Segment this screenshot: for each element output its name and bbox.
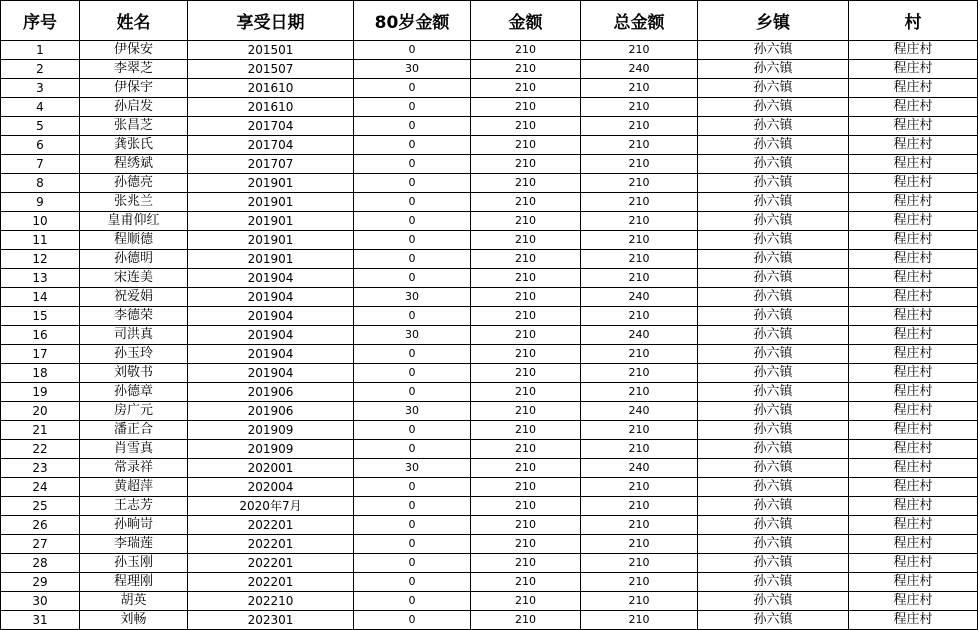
cell-village: 程庄村 (849, 136, 978, 155)
table-row (1, 535, 978, 554)
table-row (1, 592, 978, 611)
cell-total: 210 (581, 155, 698, 174)
cell-date: 201906 (188, 383, 354, 402)
cell-amount: 210 (471, 250, 581, 269)
cell-village: 程庄村 (849, 459, 978, 478)
cell-index: 12 (1, 250, 80, 269)
cell-index: 30 (1, 592, 80, 611)
cell-amount: 210 (471, 326, 581, 345)
cell-name: 孙晌岢 (80, 516, 188, 535)
cell-town: 孙六镇 (698, 535, 849, 554)
cell-index: 22 (1, 440, 80, 459)
table-row (1, 573, 978, 592)
cell-town: 孙六镇 (698, 440, 849, 459)
header-index: 序号 (1, 1, 80, 41)
cell-date: 201904 (188, 307, 354, 326)
cell-80-amount: 0 (354, 421, 471, 440)
cell-total: 210 (581, 421, 698, 440)
cell-index: 5 (1, 117, 80, 136)
cell-date: 201906 (188, 402, 354, 421)
table-row (1, 554, 978, 573)
cell-80-amount: 0 (354, 193, 471, 212)
cell-80-amount: 0 (354, 440, 471, 459)
cell-amount: 210 (471, 174, 581, 193)
cell-village: 程庄村 (849, 497, 978, 516)
cell-town: 孙六镇 (698, 516, 849, 535)
cell-date: 201904 (188, 345, 354, 364)
header-town: 乡镇 (698, 1, 849, 41)
cell-village: 程庄村 (849, 592, 978, 611)
cell-total: 210 (581, 592, 698, 611)
cell-date: 201909 (188, 440, 354, 459)
cell-date: 202201 (188, 554, 354, 573)
cell-town: 孙六镇 (698, 117, 849, 136)
cell-village: 程庄村 (849, 250, 978, 269)
cell-name: 程顺德 (80, 231, 188, 250)
cell-town: 孙六镇 (698, 554, 849, 573)
table-row (1, 497, 978, 516)
cell-name: 常录祥 (80, 459, 188, 478)
cell-name: 宋连美 (80, 269, 188, 288)
cell-town: 孙六镇 (698, 79, 849, 98)
cell-amount: 210 (471, 440, 581, 459)
cell-name: 孙德亮 (80, 174, 188, 193)
cell-total: 210 (581, 79, 698, 98)
table-row (1, 478, 978, 497)
cell-index: 20 (1, 402, 80, 421)
cell-town: 孙六镇 (698, 592, 849, 611)
cell-80-amount: 0 (354, 307, 471, 326)
cell-index: 19 (1, 383, 80, 402)
cell-total: 210 (581, 193, 698, 212)
cell-amount: 210 (471, 117, 581, 136)
table-row (1, 231, 978, 250)
cell-name: 张昌芝 (80, 117, 188, 136)
cell-village: 程庄村 (849, 174, 978, 193)
cell-town: 孙六镇 (698, 478, 849, 497)
cell-town: 孙六镇 (698, 136, 849, 155)
cell-amount: 210 (471, 611, 581, 630)
cell-amount: 210 (471, 136, 581, 155)
cell-village: 程庄村 (849, 440, 978, 459)
cell-name: 孙玉刚 (80, 554, 188, 573)
table-row (1, 193, 978, 212)
cell-total: 210 (581, 136, 698, 155)
cell-amount: 210 (471, 98, 581, 117)
cell-date: 201901 (188, 250, 354, 269)
cell-index: 28 (1, 554, 80, 573)
cell-village: 程庄村 (849, 554, 978, 573)
cell-total: 210 (581, 117, 698, 136)
table-row (1, 345, 978, 364)
cell-name: 王志芳 (80, 497, 188, 516)
cell-name: 伊保安 (80, 41, 188, 60)
table-row (1, 326, 978, 345)
cell-total: 210 (581, 611, 698, 630)
table-row (1, 516, 978, 535)
cell-80-amount: 0 (354, 41, 471, 60)
cell-date: 202201 (188, 516, 354, 535)
cell-town: 孙六镇 (698, 307, 849, 326)
table-row (1, 136, 978, 155)
table-row (1, 250, 978, 269)
cell-name: 司洪真 (80, 326, 188, 345)
cell-date: 201704 (188, 136, 354, 155)
cell-town: 孙六镇 (698, 611, 849, 630)
cell-town: 孙六镇 (698, 212, 849, 231)
cell-name: 刘畅 (80, 611, 188, 630)
header-date: 享受日期 (188, 1, 354, 41)
cell-80-amount: 30 (354, 60, 471, 79)
cell-name: 刘敬书 (80, 364, 188, 383)
table-row (1, 402, 978, 421)
header-amount: 金额 (471, 1, 581, 41)
cell-80-amount: 0 (354, 554, 471, 573)
cell-village: 程庄村 (849, 231, 978, 250)
cell-80-amount: 30 (354, 288, 471, 307)
table-row (1, 79, 978, 98)
cell-index: 15 (1, 307, 80, 326)
cell-date: 201904 (188, 326, 354, 345)
cell-village: 程庄村 (849, 326, 978, 345)
cell-village: 程庄村 (849, 516, 978, 535)
cell-total: 210 (581, 174, 698, 193)
cell-total: 210 (581, 345, 698, 364)
cell-name: 程绣斌 (80, 155, 188, 174)
cell-amount: 210 (471, 535, 581, 554)
table-row (1, 383, 978, 402)
cell-village: 程庄村 (849, 60, 978, 79)
table-row (1, 212, 978, 231)
cell-town: 孙六镇 (698, 288, 849, 307)
cell-date: 201610 (188, 98, 354, 117)
cell-name: 祝爱娟 (80, 288, 188, 307)
cell-village: 程庄村 (849, 535, 978, 554)
cell-80-amount: 0 (354, 98, 471, 117)
cell-total: 240 (581, 60, 698, 79)
cell-total: 210 (581, 440, 698, 459)
cell-town: 孙六镇 (698, 364, 849, 383)
header-row (1, 1, 978, 41)
cell-80-amount: 0 (354, 497, 471, 516)
cell-village: 程庄村 (849, 573, 978, 592)
cell-date: 201901 (188, 231, 354, 250)
header-total: 总金额 (581, 1, 698, 41)
cell-total: 210 (581, 535, 698, 554)
cell-80-amount: 30 (354, 459, 471, 478)
cell-index: 29 (1, 573, 80, 592)
cell-village: 程庄村 (849, 155, 978, 174)
cell-total: 210 (581, 250, 698, 269)
cell-date: 201909 (188, 421, 354, 440)
cell-80-amount: 0 (354, 364, 471, 383)
cell-amount: 210 (471, 155, 581, 174)
table-row (1, 117, 978, 136)
cell-name: 李翠芝 (80, 60, 188, 79)
cell-80-amount: 0 (354, 516, 471, 535)
cell-total: 210 (581, 364, 698, 383)
table-row (1, 421, 978, 440)
cell-index: 8 (1, 174, 80, 193)
cell-amount: 210 (471, 193, 581, 212)
cell-village: 程庄村 (849, 288, 978, 307)
cell-index: 31 (1, 611, 80, 630)
cell-total: 210 (581, 383, 698, 402)
cell-amount: 210 (471, 383, 581, 402)
cell-date: 201707 (188, 155, 354, 174)
cell-name: 肖雪真 (80, 440, 188, 459)
cell-date: 201704 (188, 117, 354, 136)
cell-amount: 210 (471, 421, 581, 440)
cell-town: 孙六镇 (698, 60, 849, 79)
cell-date: 201901 (188, 193, 354, 212)
cell-name: 潘正合 (80, 421, 188, 440)
table-row (1, 288, 978, 307)
cell-town: 孙六镇 (698, 155, 849, 174)
table-row (1, 41, 978, 60)
cell-town: 孙六镇 (698, 250, 849, 269)
cell-date: 202001 (188, 459, 354, 478)
cell-total: 210 (581, 212, 698, 231)
cell-date: 202004 (188, 478, 354, 497)
cell-index: 23 (1, 459, 80, 478)
cell-date: 202210 (188, 592, 354, 611)
cell-date: 201904 (188, 288, 354, 307)
cell-name: 李瑞莲 (80, 535, 188, 554)
cell-date: 2020年7月 (188, 497, 354, 516)
cell-total: 210 (581, 98, 698, 117)
table-row (1, 307, 978, 326)
cell-date: 201610 (188, 79, 354, 98)
cell-town: 孙六镇 (698, 383, 849, 402)
cell-index: 26 (1, 516, 80, 535)
cell-total: 210 (581, 41, 698, 60)
cell-80-amount: 0 (354, 345, 471, 364)
cell-amount: 210 (471, 516, 581, 535)
cell-80-amount: 0 (354, 535, 471, 554)
cell-name: 孙玉玲 (80, 345, 188, 364)
cell-total: 240 (581, 288, 698, 307)
cell-date: 201501 (188, 41, 354, 60)
cell-total: 240 (581, 326, 698, 345)
cell-town: 孙六镇 (698, 98, 849, 117)
cell-80-amount: 0 (354, 212, 471, 231)
cell-name: 李德荣 (80, 307, 188, 326)
cell-total: 210 (581, 307, 698, 326)
cell-name: 孙德明 (80, 250, 188, 269)
cell-village: 程庄村 (849, 383, 978, 402)
cell-town: 孙六镇 (698, 421, 849, 440)
cell-amount: 210 (471, 288, 581, 307)
cell-total: 240 (581, 459, 698, 478)
table-row (1, 98, 978, 117)
cell-index: 2 (1, 60, 80, 79)
cell-80-amount: 30 (354, 402, 471, 421)
cell-date: 201901 (188, 212, 354, 231)
cell-80-amount: 0 (354, 478, 471, 497)
cell-name: 伊保宇 (80, 79, 188, 98)
cell-total: 210 (581, 516, 698, 535)
cell-80-amount: 0 (354, 79, 471, 98)
cell-name: 胡英 (80, 592, 188, 611)
cell-village: 程庄村 (849, 98, 978, 117)
cell-amount: 210 (471, 592, 581, 611)
cell-80-amount: 0 (354, 117, 471, 136)
cell-80-amount: 0 (354, 573, 471, 592)
cell-village: 程庄村 (849, 193, 978, 212)
header-80-amount: 80岁金额 (354, 1, 471, 41)
cell-village: 程庄村 (849, 611, 978, 630)
cell-total: 210 (581, 269, 698, 288)
cell-town: 孙六镇 (698, 231, 849, 250)
cell-name: 龚张氏 (80, 136, 188, 155)
cell-village: 程庄村 (849, 307, 978, 326)
cell-town: 孙六镇 (698, 497, 849, 516)
cell-date: 202201 (188, 535, 354, 554)
cell-index: 13 (1, 269, 80, 288)
cell-town: 孙六镇 (698, 573, 849, 592)
cell-name: 孙启发 (80, 98, 188, 117)
cell-town: 孙六镇 (698, 402, 849, 421)
cell-total: 240 (581, 402, 698, 421)
cell-town: 孙六镇 (698, 459, 849, 478)
cell-town: 孙六镇 (698, 269, 849, 288)
table-row (1, 155, 978, 174)
table-row (1, 269, 978, 288)
cell-amount: 210 (471, 60, 581, 79)
cell-village: 程庄村 (849, 79, 978, 98)
table-row (1, 440, 978, 459)
cell-index: 6 (1, 136, 80, 155)
cell-80-amount: 0 (354, 592, 471, 611)
cell-amount: 210 (471, 231, 581, 250)
cell-index: 18 (1, 364, 80, 383)
cell-index: 25 (1, 497, 80, 516)
cell-village: 程庄村 (849, 117, 978, 136)
cell-amount: 210 (471, 307, 581, 326)
cell-80-amount: 0 (354, 383, 471, 402)
cell-date: 201901 (188, 174, 354, 193)
cell-total: 210 (581, 573, 698, 592)
cell-amount: 210 (471, 364, 581, 383)
cell-80-amount: 0 (354, 136, 471, 155)
cell-80-amount: 0 (354, 155, 471, 174)
cell-total: 210 (581, 554, 698, 573)
cell-name: 黄超萍 (80, 478, 188, 497)
cell-village: 程庄村 (849, 212, 978, 231)
cell-index: 4 (1, 98, 80, 117)
cell-index: 17 (1, 345, 80, 364)
cell-total: 210 (581, 497, 698, 516)
cell-name: 程理刚 (80, 573, 188, 592)
table-body (1, 41, 978, 630)
cell-amount: 210 (471, 212, 581, 231)
cell-amount: 210 (471, 345, 581, 364)
cell-amount: 210 (471, 79, 581, 98)
cell-index: 9 (1, 193, 80, 212)
cell-town: 孙六镇 (698, 41, 849, 60)
cell-town: 孙六镇 (698, 174, 849, 193)
cell-amount: 210 (471, 41, 581, 60)
cell-village: 程庄村 (849, 421, 978, 440)
cell-index: 7 (1, 155, 80, 174)
cell-amount: 210 (471, 459, 581, 478)
cell-index: 11 (1, 231, 80, 250)
header-village: 村 (849, 1, 978, 41)
cell-80-amount: 0 (354, 250, 471, 269)
cell-amount: 210 (471, 478, 581, 497)
cell-index: 14 (1, 288, 80, 307)
cell-date: 201507 (188, 60, 354, 79)
cell-date: 201904 (188, 269, 354, 288)
cell-80-amount: 30 (354, 326, 471, 345)
cell-name: 张兆兰 (80, 193, 188, 212)
cell-date: 202301 (188, 611, 354, 630)
cell-index: 24 (1, 478, 80, 497)
cell-amount: 210 (471, 573, 581, 592)
cell-town: 孙六镇 (698, 326, 849, 345)
cell-amount: 210 (471, 269, 581, 288)
cell-village: 程庄村 (849, 269, 978, 288)
cell-date: 202201 (188, 573, 354, 592)
cell-index: 10 (1, 212, 80, 231)
cell-amount: 210 (471, 554, 581, 573)
cell-name: 房广元 (80, 402, 188, 421)
cell-amount: 210 (471, 402, 581, 421)
cell-town: 孙六镇 (698, 345, 849, 364)
cell-village: 程庄村 (849, 402, 978, 421)
cell-index: 16 (1, 326, 80, 345)
cell-total: 210 (581, 231, 698, 250)
cell-80-amount: 0 (354, 231, 471, 250)
table-row (1, 611, 978, 630)
table-row (1, 60, 978, 79)
cell-80-amount: 0 (354, 174, 471, 193)
cell-80-amount: 0 (354, 269, 471, 288)
cell-index: 21 (1, 421, 80, 440)
cell-amount: 210 (471, 497, 581, 516)
cell-index: 1 (1, 41, 80, 60)
cell-town: 孙六镇 (698, 193, 849, 212)
cell-name: 孙德章 (80, 383, 188, 402)
table-row (1, 459, 978, 478)
cell-village: 程庄村 (849, 478, 978, 497)
cell-name: 皇甫仰红 (80, 212, 188, 231)
cell-date: 201904 (188, 364, 354, 383)
cell-total: 210 (581, 478, 698, 497)
table-row (1, 174, 978, 193)
cell-village: 程庄村 (849, 41, 978, 60)
cell-village: 程庄村 (849, 345, 978, 364)
cell-index: 3 (1, 79, 80, 98)
cell-80-amount: 0 (354, 611, 471, 630)
cell-village: 程庄村 (849, 364, 978, 383)
table-row (1, 364, 978, 383)
cell-index: 27 (1, 535, 80, 554)
header-name: 姓名 (80, 1, 188, 41)
